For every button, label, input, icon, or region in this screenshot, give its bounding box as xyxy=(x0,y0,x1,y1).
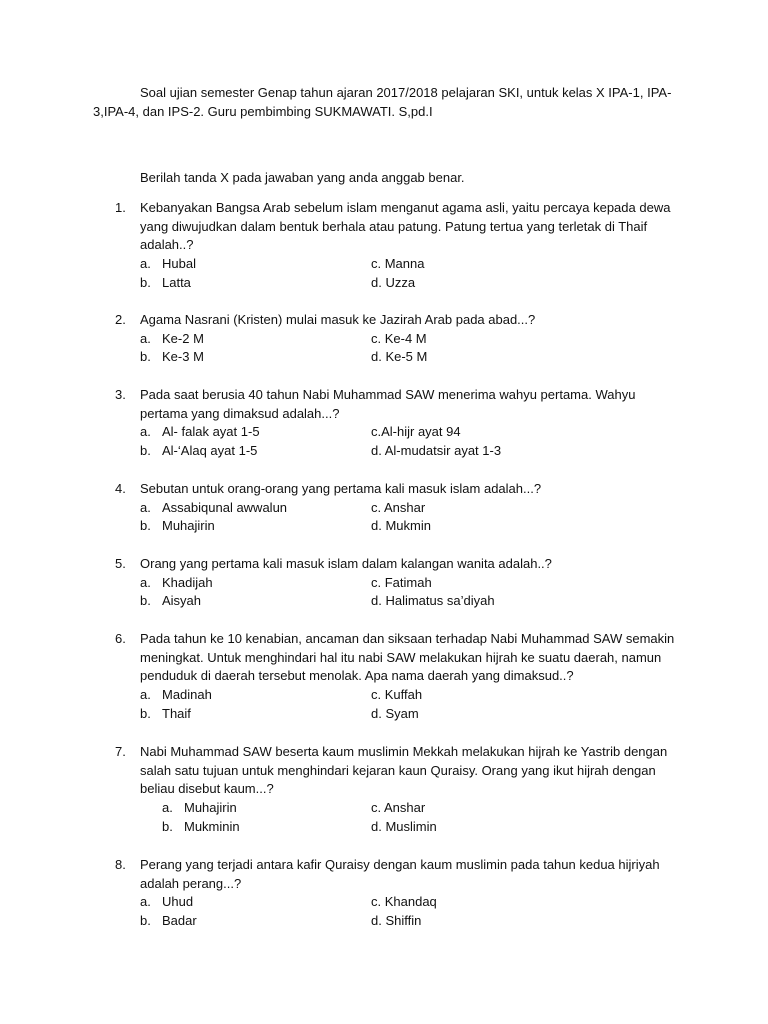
option-d[interactable]: d. Uzza xyxy=(371,274,416,290)
question-number: 5. xyxy=(115,556,126,571)
question-number: 8. xyxy=(115,857,126,872)
option-a[interactable]: a. Hubal xyxy=(140,256,196,272)
question-number: 2. xyxy=(115,312,126,327)
answer-options xyxy=(140,330,675,367)
question-number: 3. xyxy=(115,387,126,402)
option-b[interactable]: b. Ke-3 M xyxy=(140,349,204,365)
question-text: Agama Nasrani (Kristen) mulai masuk ke Jazirah Arab pada abad...? xyxy=(140,312,536,327)
question-8 xyxy=(115,856,675,931)
question-number: 4. xyxy=(115,481,126,496)
question-text: Orang yang pertama kali masuk islam dalam kalangan wanita adalah..? xyxy=(140,556,552,571)
option-b[interactable]: b. Muhajirin xyxy=(140,518,215,534)
question-3 xyxy=(115,386,675,461)
answer-options xyxy=(140,893,675,930)
question-text: Sebutan untuk orang-orang yang pertama kali masuk islam adalah...? xyxy=(140,481,542,496)
answer-options xyxy=(140,686,675,723)
question-text: Kebanyakan Bangsa Arab sebelum islam menganut agama asli, yaitu percaya kepada dewa yang diwujudkan dalam bentuk berhala atau patung. Patung tertua yang terletak di Thaif adalah..? xyxy=(140,200,671,253)
answer-options xyxy=(140,255,675,292)
question-text: Pada saat berusia 40 tahun Nabi Muhammad SAW menerima wahyu pertama. Wahyu pertama yang dimaksud adalah...? xyxy=(140,387,636,421)
question-7 xyxy=(115,743,675,836)
option-d[interactable]: d. Mukmin xyxy=(371,518,431,534)
question-4 xyxy=(115,480,675,536)
option-b[interactable]: b. Aisyah xyxy=(140,593,202,609)
option-c[interactable]: c. Fatimah xyxy=(371,574,432,590)
option-a[interactable]: a. Al- falak ayat 1-5 xyxy=(140,424,260,440)
option-b[interactable]: b. Thaif xyxy=(140,705,191,721)
question-number: 6. xyxy=(115,631,126,646)
question-5 xyxy=(115,555,675,611)
header-line-2: 3,IPA-4, dan IPS-2. Guru pembimbing SUKMAWATI. S,pd.I xyxy=(93,103,433,119)
header-line-1: Soal ujian semester Genap tahun ajaran 2017/2018 pelajaran SKI, untuk kelas X IPA-1, IPA- xyxy=(140,85,672,100)
option-a[interactable]: a. Ke-2 M xyxy=(140,330,204,346)
option-a[interactable]: a. Assabiqunal awwalun xyxy=(140,499,288,515)
option-a[interactable]: a. Khadijah xyxy=(140,574,213,590)
option-a[interactable]: a. Uhud xyxy=(140,894,194,910)
question-number: 1. xyxy=(115,200,126,215)
option-a[interactable]: a. Madinah xyxy=(140,687,212,703)
answer-options xyxy=(162,799,675,836)
option-b[interactable]: b. Mukminin xyxy=(162,818,240,834)
answer-options xyxy=(140,574,675,611)
option-d[interactable]: d. Muslimin xyxy=(371,818,437,834)
question-text: Pada tahun ke 10 kenabian, ancaman dan siksaan terhadap Nabi Muhammad SAW semakin meningkat. Untuk menghindari hal itu nabi SAW melakukan hijrah ke suatu daerah, namun penduduk di daerah tersebut menolak. Apa nama daerah yang dimaksud..? xyxy=(140,631,675,684)
instruction-text: Berilah tanda X pada jawaban yang anda anggab benar. xyxy=(140,170,465,185)
option-b[interactable]: b. Latta xyxy=(140,274,191,290)
option-c[interactable]: c. Kuffah xyxy=(371,687,423,703)
option-d[interactable]: d. Al-mudatsir ayat 1-3 xyxy=(371,443,502,459)
option-c[interactable]: c. Manna xyxy=(371,256,425,272)
question-text: Nabi Muhammad SAW beserta kaum muslimin Mekkah melakukan hijrah ke Yastrib dengan salah satu tujuan untuk menghindari kejaran kaun Quraisy. Orang yang ikut hijrah dengan beliau disebut kaum...? xyxy=(140,744,668,797)
option-d[interactable]: d. Syam xyxy=(371,705,419,721)
question-1 xyxy=(115,199,675,292)
option-c[interactable]: c. Anshar xyxy=(371,499,426,515)
question-number: 7. xyxy=(115,744,126,759)
question-text: Perang yang terjadi antara kafir Quraisy dengan kaum muslimin pada tahun kedua hijriyah adalah perang...? xyxy=(140,857,660,891)
answer-options xyxy=(140,423,675,460)
option-c[interactable]: c. Khandaq xyxy=(371,894,437,910)
exam-header xyxy=(93,84,673,121)
option-c[interactable]: c. Ke-4 M xyxy=(371,330,427,346)
question-2 xyxy=(115,311,675,367)
option-b[interactable]: b. Al-‘Alaq ayat 1-5 xyxy=(140,443,258,459)
option-d[interactable]: d. Shiffin xyxy=(371,913,422,929)
option-c[interactable]: c.Al-hijr ayat 94 xyxy=(371,424,461,440)
option-d[interactable]: d. Ke-5 M xyxy=(371,349,428,365)
option-b[interactable]: b. Badar xyxy=(140,913,197,929)
option-d[interactable]: d. Halimatus sa’diyah xyxy=(371,593,495,609)
question-6 xyxy=(115,630,675,723)
option-a[interactable]: a. Muhajirin xyxy=(162,800,237,816)
answer-options xyxy=(140,499,675,536)
option-c[interactable]: c. Anshar xyxy=(371,800,426,816)
